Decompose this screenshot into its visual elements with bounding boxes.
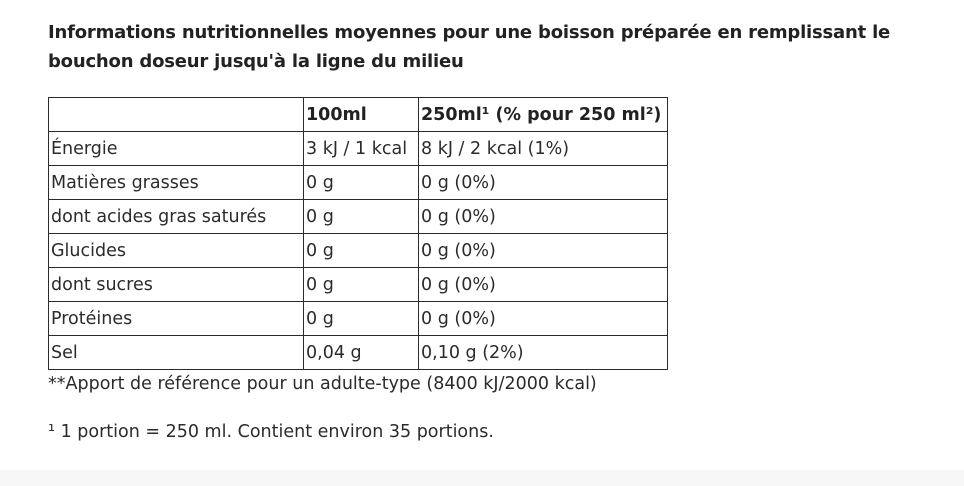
table-row	[49, 302, 668, 336]
header-cell-nutrient	[49, 98, 304, 132]
table-row	[49, 268, 668, 302]
nutrient-name: Énergie	[49, 132, 304, 166]
table-row	[49, 200, 668, 234]
value-250ml: 0 g (0%)	[419, 200, 668, 234]
header-cell-100ml: 100ml	[304, 98, 419, 132]
nutrient-name: Protéines	[49, 302, 304, 336]
reference-intake-note: **Apport de référence pour un adulte-type (8400 kJ/2000 kcal)	[48, 374, 597, 394]
value-100ml: 0 g	[304, 234, 419, 268]
value-250ml: 8 kJ / 2 kcal (1%)	[419, 132, 668, 166]
value-250ml: 0 g (0%)	[419, 268, 668, 302]
value-250ml: 0,10 g (2%)	[419, 336, 668, 370]
table-row	[49, 336, 668, 370]
value-100ml: 0 g	[304, 302, 419, 336]
portion-note: ¹ 1 portion = 250 ml. Contient environ 35 portions.	[48, 422, 494, 442]
value-100ml: 0 g	[304, 166, 419, 200]
value-250ml: 0 g (0%)	[419, 234, 668, 268]
value-250ml: 0 g (0%)	[419, 302, 668, 336]
nutrition-section	[48, 18, 938, 444]
nutrition-table	[48, 97, 668, 370]
value-100ml: 0,04 g	[304, 336, 419, 370]
table-row	[49, 132, 668, 166]
nutrient-name: Sel	[49, 336, 304, 370]
value-100ml: 0 g	[304, 200, 419, 234]
nutrition-heading: Informations nutritionnelles moyennes pour une boisson préparée en remplissant le bouchon doseur jusqu'à la ligne du milieu	[48, 22, 891, 72]
value-100ml: 3 kJ / 1 kcal	[304, 132, 419, 166]
nutrient-name: Matières grasses	[49, 166, 304, 200]
value-250ml: 0 g (0%)	[419, 166, 668, 200]
value-100ml: 0 g	[304, 268, 419, 302]
bottom-divider-band	[0, 470, 964, 486]
nutrient-name: dont sucres	[49, 268, 304, 302]
table-row	[49, 234, 668, 268]
table-header-row	[49, 98, 668, 132]
header-cell-250ml: 250ml¹ (% pour 250 ml²)	[419, 98, 668, 132]
nutrient-name: dont acides gras saturés	[49, 200, 304, 234]
nutrient-name: Glucides	[49, 234, 304, 268]
table-row	[49, 166, 668, 200]
